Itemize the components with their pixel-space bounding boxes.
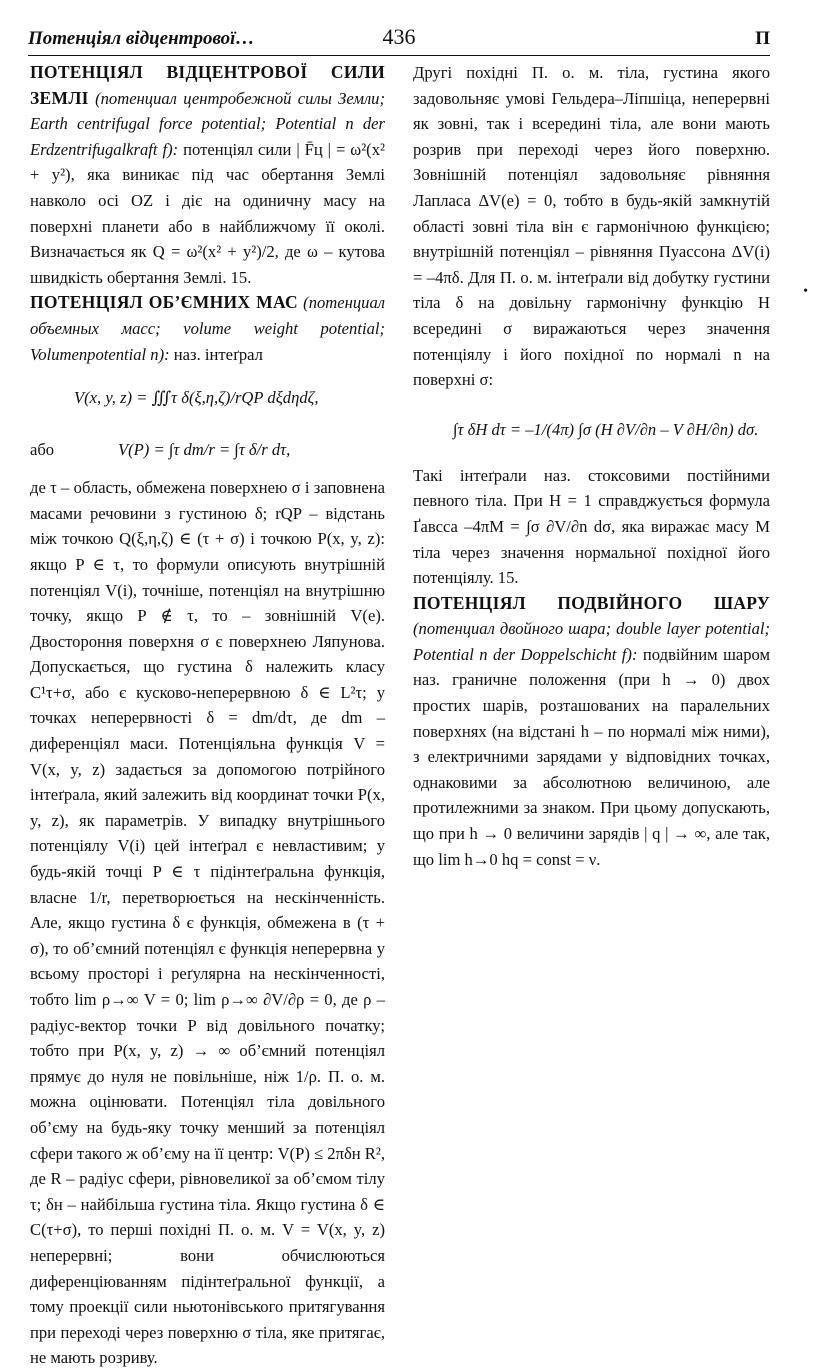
running-header (28, 22, 770, 56)
entry-intro: наз. інтеґрал (173, 344, 263, 364)
margin-dot: • (803, 284, 808, 299)
running-title: Потенціял відцентрової… (28, 28, 255, 49)
entry-translations: (потенциал двойного шара; double layer potential; Potential n der Doppelschicht f): (413, 619, 770, 664)
formula-volume-integral (30, 367, 385, 429)
entry-double-layer (413, 591, 770, 873)
formula-stokes (413, 393, 770, 463)
or-label: або (30, 440, 55, 460)
formula-text: V(x, y, z) = ∭τ δ(ξ,η,ζ)/rQP dξdηdζ, (74, 388, 319, 408)
header-rule (28, 55, 770, 56)
formula-text: ∫τ δH dτ = –1/(4π) ∫σ (H ∂V/∂n – V ∂H/∂n) dσ. (453, 419, 759, 439)
section-marker: П (755, 28, 770, 49)
formula-volume-potential (30, 429, 385, 475)
page-number: 436 (382, 24, 416, 49)
entry-body-continued: Другі похідні П. о. м. тіла, густина якого задовольняє умові Гельдера–Ліпшіца, неперервні як зовні, так і всередині тіла, але вони мають розрив при переході через його поверхню. Зовнішній потенціял задовольняє рівняння Лапласа ΔV(e) = 0, тобто в будь-якій замкнутій області зовні тіла він є гармонічною функцією; внутрішній потенціял – рівняння Пуассона ΔV(i) = –4πδ. Для П. о. м. інтеґрали від добутку густини тіла δ на довільну гармонічну функцію H всередині σ виражаються через значення потенціялу і його похідної по нормалі n на поверхні σ: (413, 63, 770, 390)
entry-body: подвійним шаром наз. граничне положення (при h → 0) двох простих шарів, розташованих на паралельних поверхнях (на відстані h – по нормалі між ними), з електричними зарядами у відповідних точках, однаковими за абсолютною величиною, але протилежними за знаком. При цьому допускають, що при h → 0 величини зарядів | q | → ∞, але так, що lim h→0 hq = const = ν. (413, 644, 770, 869)
left-column (30, 60, 385, 1371)
right-column (413, 60, 770, 872)
entry-body: де τ – область, обмежена поверхнею σ і заповнена масами речовини з густиною δ; rQP – відстань між точкою Q(ξ,η,ζ) ∈ (τ + σ) і точкою P(x, y, z): якщо P ∈ τ, то формули описують внутрішній потенціял V(i), точніше, потенціял на внутрішню точку, якщо P ∉ τ, то – зовнішній V(e). Двостороння поверхня σ є поверхнею Ляпунова. Допускається, що густина δ належить класу C¹τ+σ, або є кусково-неперервною δ ∈ L²τ; у точках неперервності δ = dm/dτ, де dm – диференціял маси. Потенціяльна функція V = V(x, y, z) задається за допомогою потрійного інтеґрала, який залежить від координат точки P(x, y, z), як параметрів. У випадку внутрішнього потенціялу V(i) цей інтеґрал є невластивим; у будь-якій точці P ∈ τ підінтеґральна функція, власне 1/r, перетворюється на нескінченність. Але, якщо густина δ є функція, обмежена в (τ + σ), то об’ємний потенціял є функція неперервна у всьому просторі і реґулярна на нескінченності, тобто lim ρ→∞ V = 0; lim ρ→∞ ∂V/∂ρ = 0, де ρ – радіус-вектор точки P від довільного початку; тобто при P(x, y, z) → ∞ об’ємний потенціял прямує до нуля не повільніше, ніж 1/ρ. П. о. м. можна оцінювати. Потенціял тіла довільного об’єму на будь-яку точку менший за потенціял сфери такого ж об’єму на її центр: V(P) ≤ 2πδн R², де R – радіус сфери, рівновеликої за об’ємом тілу τ; δн – найбільша густина тіла. Якщо густина δ ∈ C(τ+σ), то перші похідні П. о. м. V = V(x, y, z) неперервні; вони обчислюються диференціюванням підінтеґральної функції, а тому проекції сили ньютонівського притягування при переході через поверхню σ тіла, яке притягає, не мають розриву. (30, 478, 385, 1368)
entry-term: ПОТЕНЦІЯЛ ОБ’ЄМНИХ МАС (30, 292, 298, 313)
entry-centrifugal (30, 60, 385, 290)
entry-translations: (потенциал объемных масс; volume weight potential; Volumenpotential n): (30, 293, 385, 364)
entry-translations: (потенциал центробежной силы Земли; Earth centrifugal force potential; Potential n der Erdzentrifugalkraft f): (30, 88, 385, 159)
entry-volume (30, 290, 385, 367)
entry-term: ПОТЕНЦІЯЛ ПОДВІЙНОГО ШАРУ (413, 592, 770, 613)
entry-body: потенціял сили | F̄ц | = ω²(x² + y²), яка виникає під час обертання Землі навколо осі OZ і діє на одиничну масу на поверхні планети або в найближчому її околі. Визначається як Q = ω²(x² + y²)/2, де ω – кутова швидкість обертання Землі. 15. (30, 139, 385, 287)
formula-text: V(P) = ∫τ dm/r = ∫τ δ/r dτ, (118, 440, 291, 460)
entry-term: ПОТЕНЦІЯЛ ВІДЦЕНТРОВОЇ СИЛИ ЗЕМЛІ (30, 62, 385, 108)
entry-body-gauss: Такі інтеґрали наз. стоксовими постійними певного тіла. При H = 1 справджується формула Ґавсса –4πM = ∫σ ∂V/∂n dσ, яка виражає масу M тіла через значення нормальної похідної його потенціялу. 15. (413, 465, 770, 588)
